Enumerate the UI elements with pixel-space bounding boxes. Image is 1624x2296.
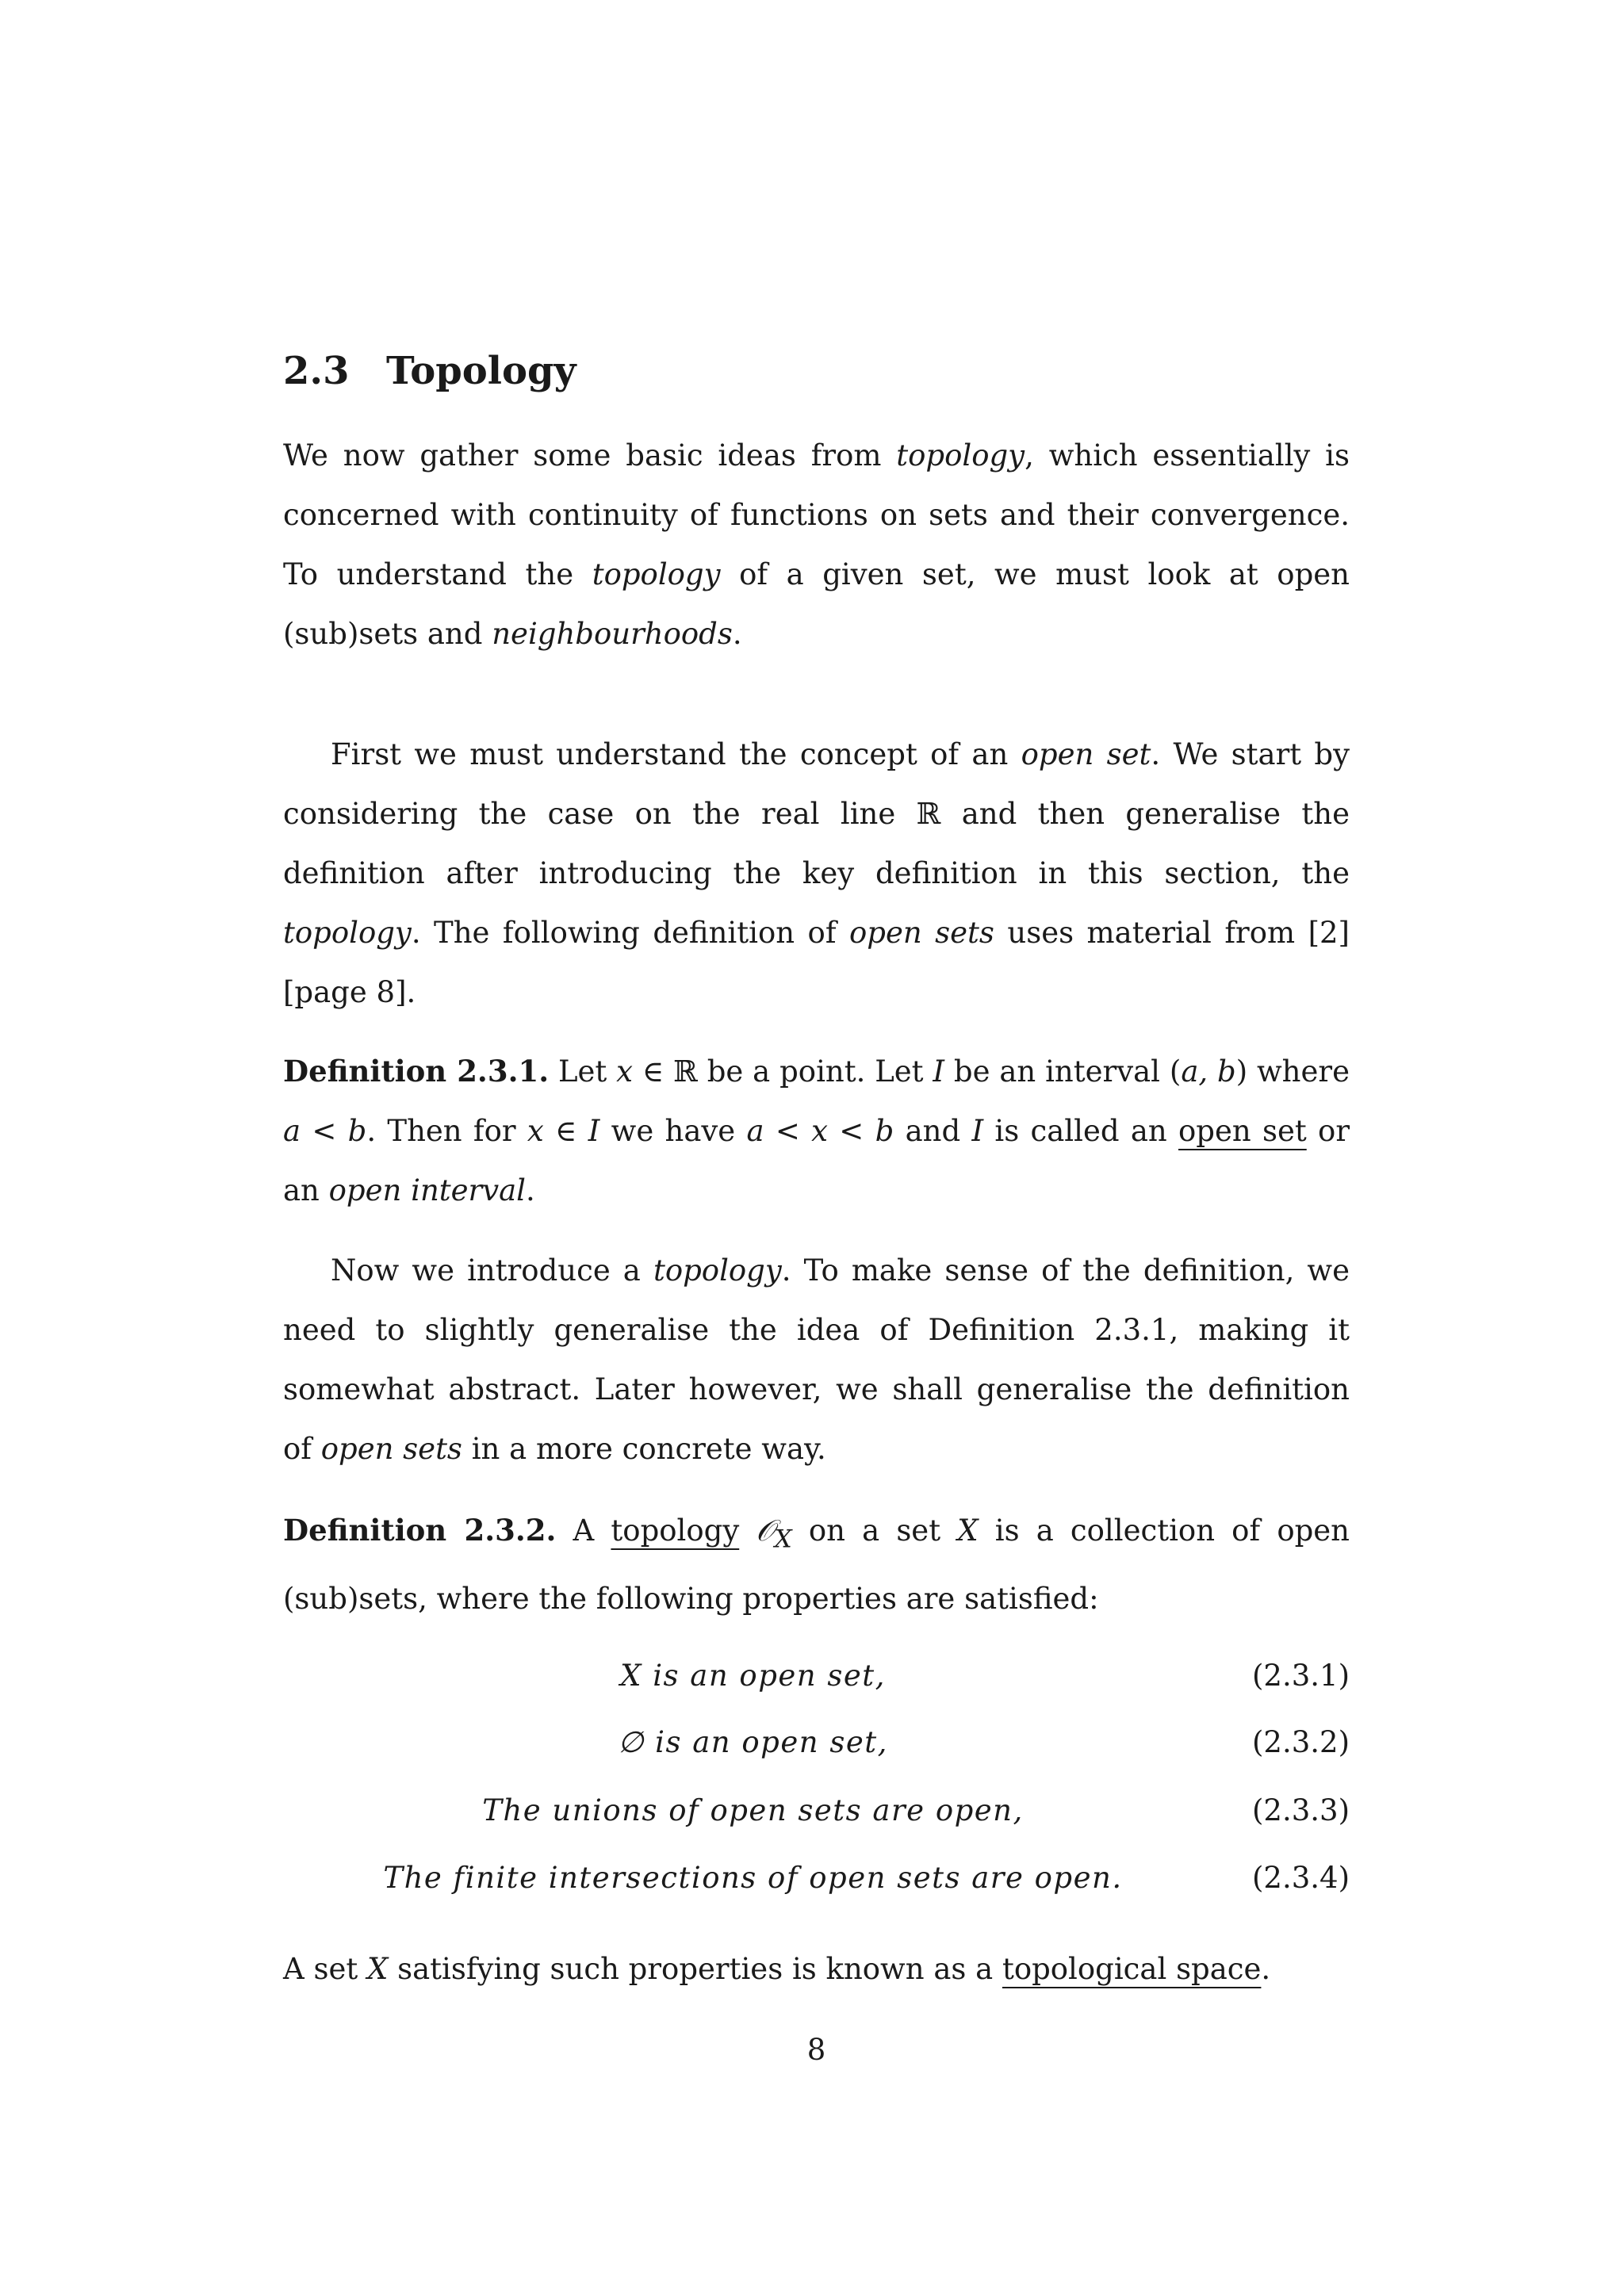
page-number: 8 (806, 2033, 826, 2067)
paragraph-text: uses material from [2][page 8]. (283, 916, 1350, 1009)
equation-label: (2.3.1) (1251, 1659, 1350, 1693)
math-var: X (367, 1952, 389, 1986)
emphasis-open-set: open set (1021, 737, 1151, 771)
paragraph-text: . To make sense of the definition, we need to slightly generalise the idea of Definition 2.3.1, making it somewhat abstract. Later however, we shall generalise the definition of (283, 1253, 1350, 1466)
open-set-paragraph (283, 725, 1350, 1022)
definition-title: Definition 2.3.2. (283, 1513, 557, 1548)
definition-text: ∈ ℝ be a point. Let (633, 1054, 933, 1089)
math-var: x (527, 1114, 544, 1148)
math-var: 𝒪 (739, 1513, 775, 1548)
section-heading (283, 347, 576, 395)
math-var: x (616, 1054, 634, 1089)
equation-row (283, 1787, 1350, 1835)
defined-term-open-set: open set (1178, 1114, 1307, 1148)
document-page (283, 0, 1350, 2296)
paragraph-text: . (1261, 1952, 1271, 1986)
emphasis-neighbourhoods: neighbourhoods (492, 617, 733, 651)
equation-text: The unions of open sets are open, (482, 1793, 1024, 1827)
defined-term-topology: topology (611, 1513, 740, 1548)
math-expression: a < x < b (746, 1114, 894, 1148)
closing-paragraph (283, 1939, 1350, 1999)
definition-text: or an (283, 1114, 1350, 1207)
definition-title: Definition 2.3.1. (283, 1054, 550, 1089)
definition-text: Let (549, 1054, 617, 1089)
topology-intro-paragraph (283, 1241, 1350, 1479)
equation-label: (2.3.3) (1251, 1793, 1350, 1827)
equation-text: X is an open set, (620, 1659, 886, 1693)
paragraph-text: in a more concrete way. (462, 1432, 826, 1466)
emphasis-open-sets: open sets (849, 916, 994, 950)
math-var: I (971, 1114, 984, 1148)
emphasis-topology: topology (896, 438, 1025, 473)
math-var: I (933, 1054, 945, 1089)
intro-text: . (732, 617, 742, 651)
equation-label: (2.3.4) (1251, 1861, 1350, 1895)
definition-text: be an interval ( (944, 1054, 1182, 1089)
paragraph-text: . We start by considering the case on the real line ℝ and then generalise the definition after introducing the key definition in this section, the (283, 737, 1350, 890)
emphasis-open-sets: open sets (320, 1432, 462, 1466)
definition-text: ∈ (543, 1114, 588, 1148)
defined-term-topological-space: topological space (1002, 1952, 1262, 1986)
intro-paragraph (283, 426, 1350, 664)
paragraph-text: A set (283, 1952, 367, 1986)
equation-row (283, 1854, 1350, 1902)
paragraph-text: satisfying such properties is known as a (388, 1952, 1002, 1986)
definition-text: we have (599, 1114, 747, 1148)
math-var: X (957, 1513, 979, 1548)
math-expression: a < b (283, 1114, 367, 1148)
section-number: 2.3 (283, 349, 350, 393)
paragraph-text: Now we introduce a (331, 1253, 653, 1288)
intro-text: , which essentially is concerned with continuity of functions on sets and their convergence. To understand the (283, 438, 1350, 591)
intro-text: of a given set, we must look at open (sub)sets and (283, 557, 1350, 651)
math-var: a, b (1181, 1054, 1236, 1089)
equation-text: ∅ is an open set, (618, 1725, 888, 1759)
paragraph-text: First we must understand the concept of an (331, 737, 1021, 771)
math-subscript: X (774, 1525, 792, 1554)
emphasis-topology: topology (592, 557, 721, 591)
definition-text: on a set (791, 1513, 958, 1548)
definition-text: is called an (983, 1114, 1179, 1148)
equation-label: (2.3.2) (1251, 1725, 1350, 1759)
equation-row (283, 1652, 1350, 1700)
math-var: I (588, 1114, 600, 1148)
equation-text: The finite intersections of open sets are open. (383, 1861, 1123, 1895)
definition-text: is a collection of open (sub)sets, where the following properties are satisfied: (283, 1513, 1350, 1617)
intro-text: We now gather some basic ideas from (283, 438, 897, 473)
definition-text: ) where (1235, 1054, 1350, 1089)
definition-text: and (894, 1114, 972, 1148)
paragraph-text: . The following definition of (411, 916, 849, 950)
emphasis-topology: topology (283, 916, 412, 950)
section-title: Topology (386, 349, 576, 393)
emphasis-topology: topology (653, 1253, 782, 1288)
definition-text: A (556, 1513, 611, 1548)
definition-text: . (526, 1173, 535, 1207)
definition-2-3-2 (283, 1501, 1350, 1628)
equation-row (283, 1719, 1350, 1766)
definition-text: . Then for (366, 1114, 527, 1148)
definition-2-3-1 (283, 1042, 1350, 1220)
emphasis-open-interval: open interval (328, 1173, 527, 1207)
